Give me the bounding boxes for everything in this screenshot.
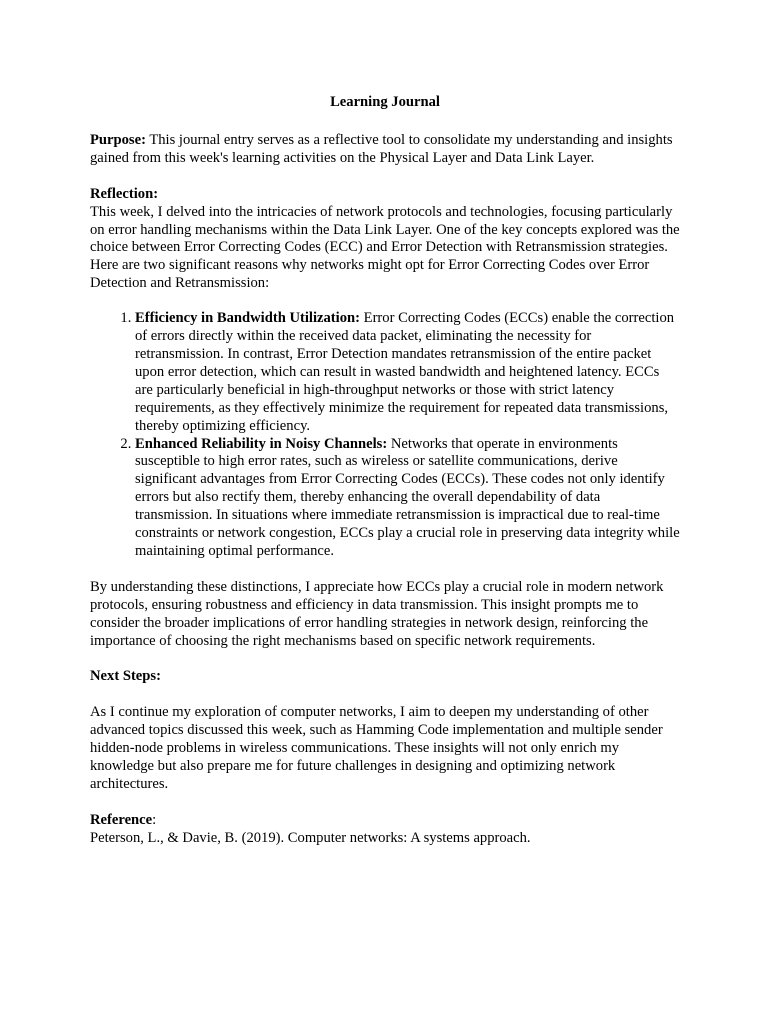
purpose-paragraph — [90, 132, 680, 168]
document-page — [90, 94, 680, 848]
spacer — [90, 686, 680, 704]
purpose-label: Purpose: — [90, 131, 146, 148]
list-item — [135, 436, 680, 561]
spacer — [90, 168, 680, 186]
reference-text: Peterson, L., & Davie, B. (2019). Computer networks: A systems approach. — [90, 829, 531, 846]
spacer — [90, 650, 680, 668]
page-title: Learning Journal — [330, 94, 440, 110]
next-steps-text: As I continue my exploration of computer networks, I aim to deepen my understanding of other advanced topics discussed this week, such as Hamming Code implementation and multiple sender hidden-node problems in wireless communications. These insights will not only enrich my knowledge but also prepare me for future challenges in designing and optimizing network architectures. — [90, 704, 663, 792]
reference-suffix: : — [152, 811, 157, 828]
reasons-list — [90, 310, 680, 561]
purpose-text: This journal entry serves as a reflective tool to consolidate my understanding and insights gained from this week's learning activities on the Physical Layer and Data Link Layer. — [90, 131, 673, 166]
spacer — [90, 794, 680, 812]
list-item-text: Error Correcting Codes (ECCs) enable the correction of errors directly within the received data packet, eliminating the necessity for retransmission. In contrast, Error Detection mandates retransmission of the entire packet upon error detection, which can result in wasted bandwidth and heightened latency. ECCs are particularly beneficial in high-throughput networks or those with strict latency requirements, as they effectively minimize the requirement for repeated data transmissions, thereby optimizing efficiency. — [135, 310, 675, 434]
reference-heading — [90, 812, 680, 830]
conclusion-paragraph: By understanding these distinctions, I appreciate how ECCs play a crucial role in modern network protocols, ensuring robustness and efficiency in data transmission. This insight prompts me to consider the broader implications of error handling strategies in network design, reinforcing the importance of choosing the right mechanisms based on specific network requirements. — [90, 578, 664, 649]
reference-label: Reference — [90, 811, 153, 828]
list-item-label: Efficiency in Bandwidth Utilization: — [135, 310, 360, 327]
spacer — [90, 561, 680, 579]
list-item-label: Enhanced Reliability in Noisy Channels: — [135, 435, 388, 452]
reflection-text: This week, I delved into the intricacies of network protocols and technologies, focusing particularly on error handling mechanisms within the Data Link Layer. One of the key concepts explored was the choice between Error Correcting Codes (ECC) and Error Detection with Retransmission strategies. Here are two significant reasons why networks might opt for Error Correcting Codes over Error Detection and Retransmission: — [90, 203, 680, 292]
list-item — [135, 310, 680, 435]
list-item-text: Networks that operate in environments susceptible to high error rates, such as wireless or satellite communications, derive significant advantages from Error Correcting Codes (ECCs). These codes not only identify errors but also rectify them, thereby enhancing the overall dependability of data transmission. In situations where immediate retransmission is impractical due to real-time constraints or network congestion, ECCs play a crucial role in preserving data integrity while maintaining optimal performance. — [135, 435, 680, 559]
reflection-heading: Reflection: — [90, 185, 159, 202]
next-steps-heading: Next Steps: — [90, 668, 161, 685]
